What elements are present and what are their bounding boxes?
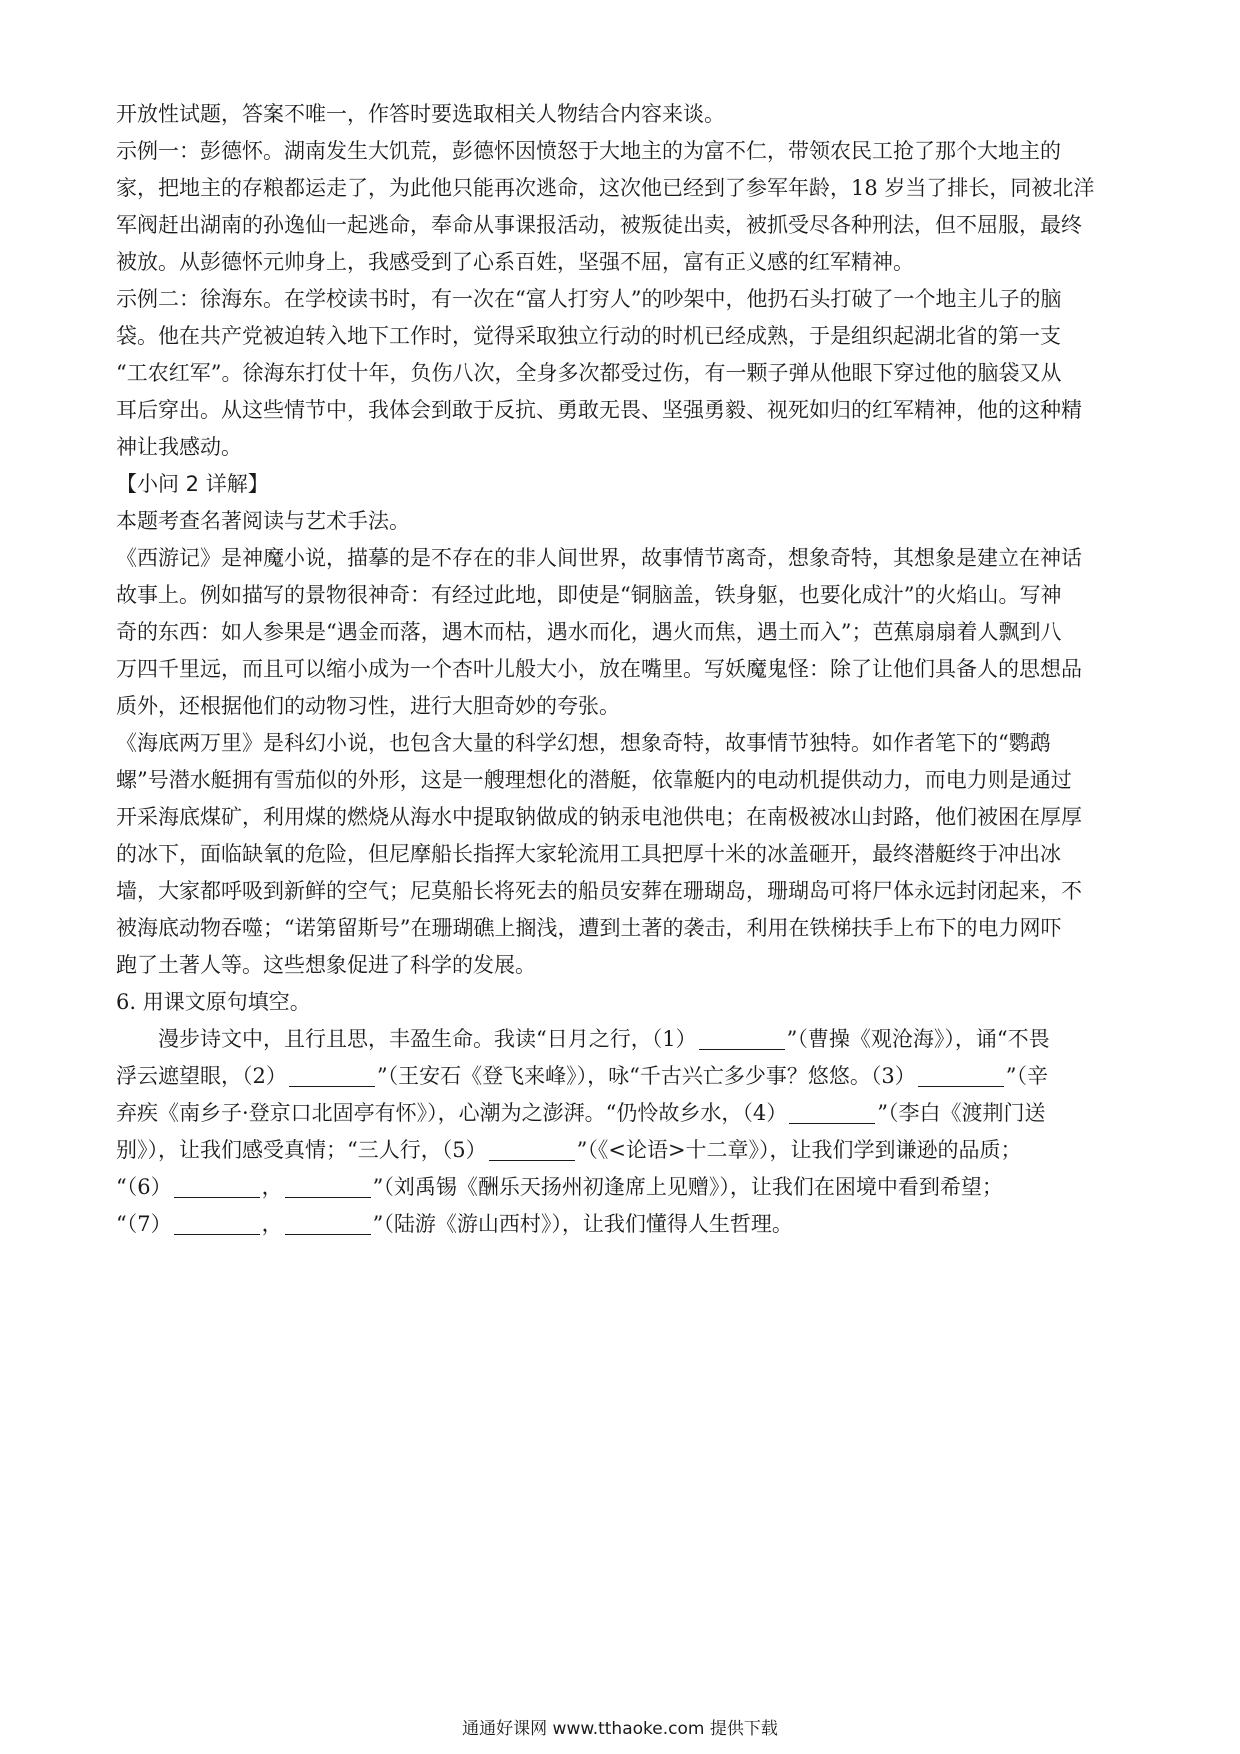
- xiyouji-line-5: 质外，还根据他们的动物习性，进行大胆奇妙的夸张。: [116, 694, 620, 718]
- haidi-line-3: 开采海底煤矿，利用煤的燃烧从海水中提取钠做成的钠汞电池供电；在南极被冰山封路，他们被困在厚厚: [116, 805, 1082, 829]
- q6-line-2: [116, 1058, 1126, 1095]
- q6-text: ”（王安石《登飞来峰》），咏“千古兴亡多少事？悠悠。（3）: [376, 1064, 916, 1088]
- sub-question-heading: 【小问 2 详解】: [116, 472, 269, 496]
- haidi-line-7: 跑了土著人等。这些想象促进了科学的发展。: [116, 953, 536, 977]
- answer-intro: 开放性试题，答案不唯一，作答时要选取相关人物结合内容来谈。: [116, 102, 725, 126]
- q6-text: ，: [261, 1212, 283, 1236]
- q6-text: ”（李白《渡荆门送: [877, 1101, 1046, 1125]
- answer-blank-1[interactable]: [699, 1027, 785, 1050]
- answer-blank-6b[interactable]: [285, 1175, 371, 1198]
- q6-line-1: [116, 1021, 1126, 1058]
- example2-line-1: 示例二：徐海东。在学校读书时，有一次在“富人打穷人”的吵架中，他扔石头打破了一个地主儿子的脑: [116, 287, 1062, 311]
- example2-line-3: “工农红军”。徐海东打仗十年，负伤八次，全身多次都受过伤，有一颗子弹从他眼下穿过他的脑袋又从: [116, 361, 1062, 385]
- example2-line-4: 耳后穿出。从这些情节中，我体会到敢于反抗、勇敢无畏、坚强勇毅、视死如归的红军精神，他的这种精: [116, 398, 1082, 422]
- answer-blank-6a[interactable]: [174, 1175, 260, 1198]
- q6-text: ”（辛: [1005, 1064, 1048, 1088]
- topic-line: 本题考查名著阅读与艺术手法。: [116, 509, 410, 533]
- q6-text: ”（《<论语>十二章》），让我们学到谦逊的品质；: [576, 1138, 1022, 1162]
- q6-text: ”（陆游《游山西村》），让我们懂得人生哲理。: [372, 1212, 793, 1236]
- answer-blank-2[interactable]: [289, 1064, 375, 1087]
- q6-line-3: [116, 1095, 1126, 1132]
- example1-line-4: 被放。从彭德怀元帅身上，我感受到了心系百姓，坚强不屈，富有正义感的红军精神。: [116, 250, 914, 274]
- xiyouji-line-2: 故事上。例如描写的景物很神奇：有经过此地，即使是“铜脑盖，铁身躯，也要化成汁”的火焰山。写神: [116, 583, 1062, 607]
- example1-line-2: 家，把地主的存粮都运走了，为此他只能再次逃命，这次他已经到了参军年龄，18 岁当了排长，同被北洋: [116, 176, 1095, 200]
- q6-text: “（7）: [116, 1212, 172, 1236]
- q6-line-6: [116, 1206, 1126, 1243]
- q6-text: “（6）: [116, 1175, 172, 1199]
- q6-text: 浮云遮望眼，（2）: [116, 1064, 287, 1088]
- q6-text: ”（曹操《观沧海》），诵“不畏: [786, 1027, 1050, 1051]
- answer-blank-7a[interactable]: [174, 1212, 260, 1235]
- haidi-line-2: 螺”号潜水艇拥有雪茄似的外形，这是一艘理想化的潜艇，依靠艇内的电动机提供动力，而电力则是通过: [116, 768, 1072, 792]
- answer-blank-3[interactable]: [918, 1064, 1004, 1087]
- q6-line-5: [116, 1169, 1126, 1206]
- xiyouji-line-1: 《西游记》是神魔小说，描摹的是不存在的非人间世界，故事情节离奇，想象奇特，其想象是建立在神话: [116, 546, 1082, 570]
- q6-text: 漫步诗文中，且行且思，丰盈生命。我读“日月之行，（1）: [158, 1027, 697, 1051]
- haidi-line-5: 墙，大家都呼吸到新鲜的空气；尼莫船长将死去的船员安葬在珊瑚岛，珊瑚岛可将尸体永远封闭起来，不: [116, 879, 1082, 903]
- answer-blank-7b[interactable]: [285, 1212, 371, 1235]
- haidi-line-1: 《海底两万里》是科幻小说，也包含大量的科学幻想，想象奇特，故事情节独特。如作者笔下的“鹦鹉: [116, 731, 1051, 755]
- answer-blank-5[interactable]: [489, 1138, 575, 1161]
- page-footer: 通通好课网 www.tthaoke.com 提供下载: [462, 1719, 778, 1739]
- example1-line-1: 示例一：彭德怀。湖南发生大饥荒，彭德怀因愤怒于大地主的为富不仁，带领农民工抢了那个大地主的: [116, 139, 1061, 163]
- q6-text: ，: [261, 1175, 283, 1199]
- xiyouji-line-3: 奇的东西：如人参果是“遇金而落，遇木而枯，遇水而化，遇火而焦，遇土而入”；芭蕉扇扇着人飘到八: [116, 620, 1062, 644]
- q6-text: 弃疾《南乡子·登京口北固亭有怀》），心潮为之澎湃。“仍怜故乡水，（4）: [116, 1101, 788, 1125]
- q6-line-4: [116, 1132, 1126, 1169]
- example1-line-3: 军阀赶出湖南的孙逸仙一起逃命，奉命从事课报活动，被叛徒出卖，被抓受尽各种刑法，但不屈服，最终: [116, 213, 1082, 237]
- q6-text: 别》），让我们感受真情；“三人行，（5）: [116, 1138, 487, 1162]
- example2-line-5: 神让我感动。: [116, 435, 242, 459]
- q6-title: 6. 用课文原句填空。: [116, 990, 311, 1014]
- document-page: [116, 96, 1126, 1243]
- haidi-line-6: 被海底动物吞噬；“诺第留斯号”在珊瑚礁上搁浅，遭到土著的袭击，利用在铁梯扶手上布下的电力网吓: [116, 916, 1062, 940]
- xiyouji-line-4: 万四千里远，而且可以缩小成为一个杏叶儿般大小，放在嘴里。写妖魔鬼怪：除了让他们具备人的思想品: [116, 657, 1082, 681]
- haidi-line-4: 的冰下，面临缺氧的危险，但尼摩船长指挥大家轮流用工具把厚十米的冰盖砸开，最终潜艇终于冲出冰: [116, 842, 1061, 866]
- answer-blank-4[interactable]: [789, 1101, 875, 1124]
- q6-text: ”（刘禹锡《酬乐天扬州初逢席上见赠》），让我们在困境中看到希望；: [372, 1175, 1003, 1199]
- example2-line-2: 袋。他在共产党被迫转入地下工作时，觉得采取独立行动的时机已经成熟，于是组织起湖北省的第一支: [116, 324, 1061, 348]
